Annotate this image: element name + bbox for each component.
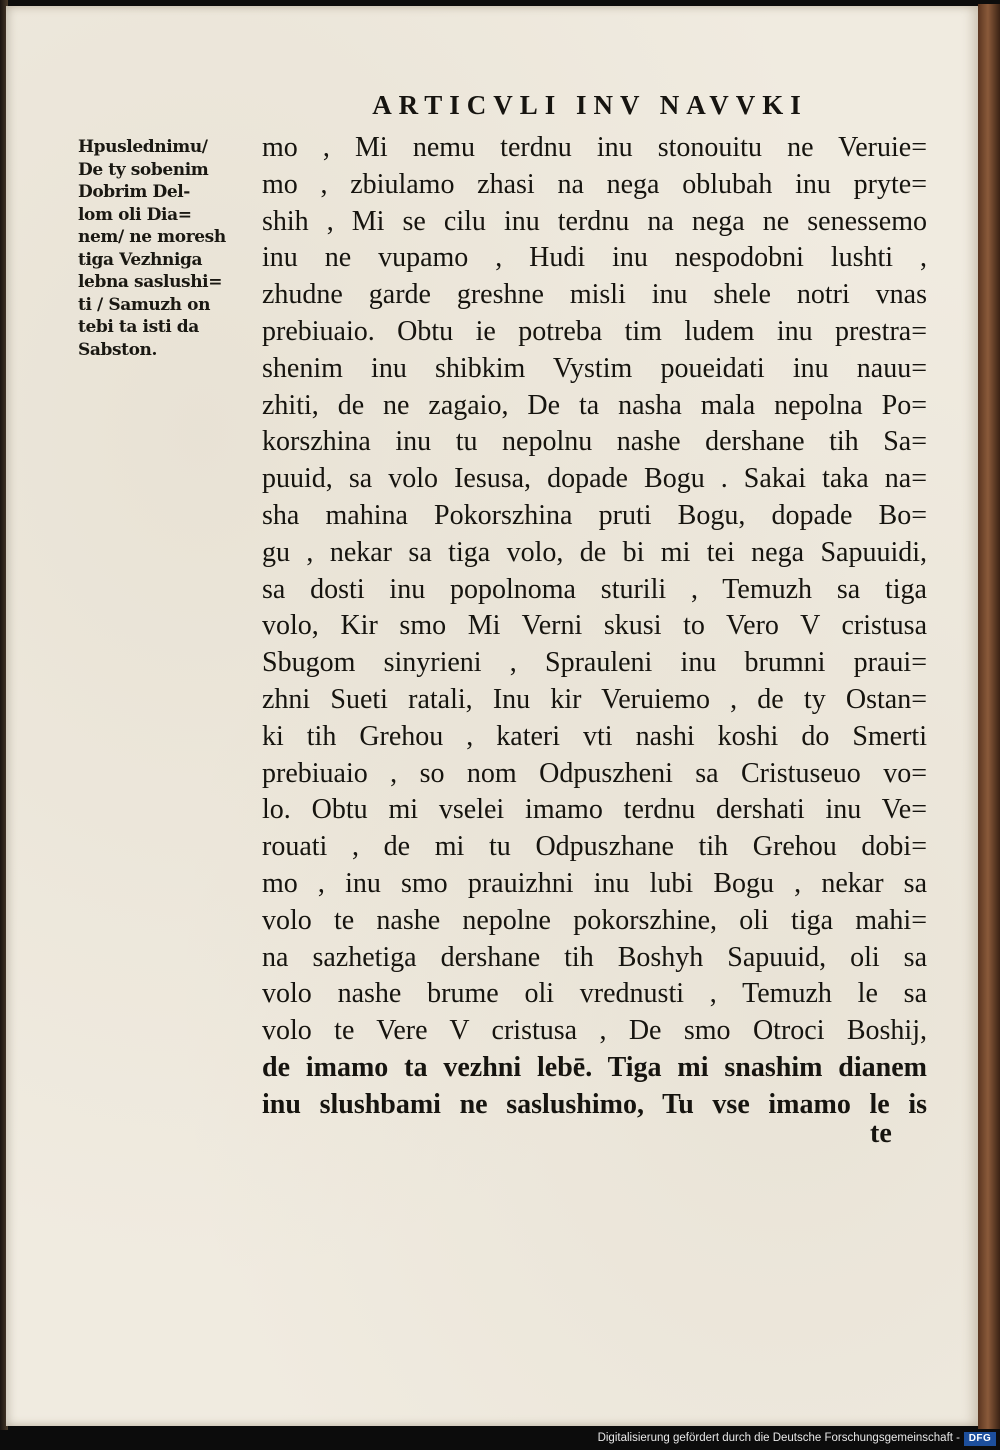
text-line: Sbugom sinyrieni , Sprauleni inu brumni praui= — [262, 647, 927, 679]
marginal-line: lebna saslushi= — [78, 272, 223, 292]
body-text — [262, 130, 927, 1124]
text-line: rouati , de mi tu Odpuszhane tih Grehou dobi= — [262, 831, 927, 863]
text-line: zhni Sueti ratali, Inu kir Veruiemo , de ty Ostan= — [262, 683, 927, 715]
text-line: puuid, sa volo Iesusa, dopade Bogu . Sakai taka na= — [262, 463, 927, 495]
text-line: mo , inu smo prauizhni inu lubi Bogu , nekar sa — [262, 867, 927, 899]
text-line: inu ne vupamo , Hudi inu nespodobni lushti , — [262, 242, 927, 274]
text-line: prebiuaio , so nom Odpuszheni sa Cristuseuo vo= — [262, 757, 927, 789]
marginal-note — [78, 136, 260, 361]
text-line: zhudne garde greshne misli inu shele notri vnas — [262, 279, 927, 311]
marginal-line: De ty sobenim — [78, 159, 209, 180]
text-line: prebiuaio. Obtu ie potreba tim ludem inu prestra= — [262, 315, 927, 347]
marginal-line: ti / Samuzh on — [78, 294, 211, 315]
running-head: ARTICVLI INV NAVVKI — [372, 90, 808, 120]
text-line: korszhina inu tu nepolnu nashe dershane tih Sa= — [262, 426, 927, 458]
text-line: zhiti, de ne zagaio, De ta nasha mala nepolna Po= — [262, 389, 927, 421]
text-line: gu , nekar sa tiga volo, de bi mi tei nega Sapuuidi, — [262, 536, 927, 568]
funding-credit: Digitalisierung gefördert durch die Deutsche Forschungsgemeinschaft - — [597, 1432, 960, 1444]
text-line: shih , Mi se cilu inu terdnu na nega ne senessemo — [262, 205, 927, 237]
text-line: sha mahina Pokorszhina pruti Bogu, dopade Bo= — [262, 499, 927, 531]
text-line: inu slushbami ne saslushimo, Tu vse imamo le is — [262, 1088, 927, 1120]
marginal-line: Dobrim Del- — [78, 182, 190, 202]
text-line: na sazhetiga dershane tih Boshyh Sapuuid, oli sa — [262, 941, 927, 973]
text-line: de imamo ta vezhni lebē. Tiga mi snashim dianem — [262, 1051, 927, 1083]
text-line: volo te Vere V cristusa , De smo Otroci Boshij, — [262, 1015, 927, 1047]
book-cover-edge — [978, 4, 1000, 1429]
text-line: ki tih Grehou , kateri vti nashi koshi do Smerti — [262, 720, 927, 752]
marginal-line: tebi ta isti da — [78, 317, 199, 337]
marginal-line: Hpuslednimu/ — [78, 137, 208, 157]
text-line: mo , Mi nemu terdnu inu stonouitu ne Veruie= — [262, 132, 927, 163]
text-line: volo nashe brume oli vrednusti , Temuzh le sa — [262, 978, 927, 1010]
marginal-line: nem/ ne moresh — [78, 227, 226, 247]
marginal-line: Sabston. — [78, 339, 158, 360]
marginal-line: lom oli Dia= — [78, 204, 192, 225]
text-line: lo. Obtu mi vselei imamo terdnu dershati inu Ve= — [262, 794, 927, 826]
catchword: te — [870, 1118, 892, 1149]
text-line: sa dosti inu popolnoma sturili , Temuzh sa tiga — [262, 573, 927, 605]
text-line: volo te nashe nepolne pokorszhine, oli tiga mahi= — [262, 904, 927, 936]
text-line: shenim inu shibkim Vystim poueidati inu nauu= — [262, 352, 927, 384]
marginal-line: tiga Vezhniga — [78, 249, 203, 270]
dfg-logo: DFG — [964, 1432, 996, 1446]
text-line: volo, Kir smo Mi Verni skusi to Vero V cristusa — [262, 610, 927, 642]
text-line: mo , zbiulamo zhasi na nega oblubah inu pryte= — [262, 168, 927, 200]
